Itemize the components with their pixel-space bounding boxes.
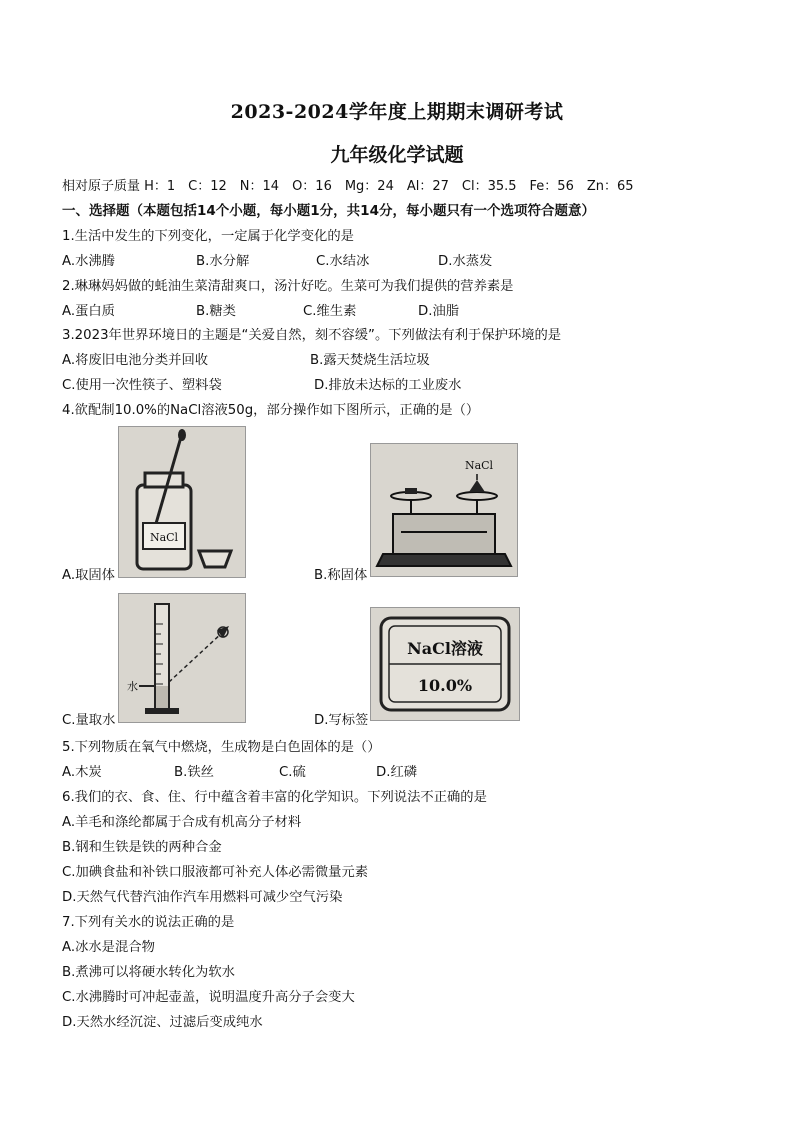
q2-option-a: A.蛋白质 (62, 304, 115, 319)
figure-weigh-solid (370, 443, 518, 577)
question-3-stem: 3.2023年世界环境日的主题是“关爱自然，刻不容缓”。下列做法有利于保护环境的是 (62, 328, 562, 343)
q3-option-a: A.将废旧电池分类并回收 (62, 353, 209, 368)
question-6-stem: 6.我们的衣、食、住、行中蕴含着丰富的化学知识。下列说法不正确的是 (62, 790, 487, 805)
q5-option-d: D.红磷 (376, 765, 418, 780)
q3-option-c: C.使用一次性筷子、塑料袋 (62, 378, 222, 393)
q1-option-a: A.水沸腾 (62, 254, 115, 269)
q1-option-d: D.水蒸发 (438, 254, 493, 269)
q4-option-d: D.写标签 (314, 713, 369, 728)
exam-subtitle: 九年级化学试题 (330, 144, 464, 166)
tag-line-1: NaCl溶液 (407, 639, 483, 658)
q3-option-b: B.露天焚烧生活垃圾 (310, 353, 430, 368)
exam-title: 2023-2024学年度上期期末调研考试 (230, 101, 564, 123)
section-title: 一、选择题（本题包括14个小题，每小题1分，共14分，每小题只有一个选项符合题意） (62, 203, 595, 219)
q6-option-d: D.天然气代替汽油作汽车用燃料可减少空气污染 (62, 890, 343, 905)
bottle-label: NaCl (149, 531, 179, 544)
question-2-stem: 2.琳琳妈妈做的蚝油生菜清甜爽口，汤汁好吃。生菜可为我们提供的营养素是 (62, 279, 514, 294)
figure-take-solid (118, 426, 246, 578)
q2-option-d: D.油脂 (418, 304, 460, 319)
q3-option-d: D.排放未达标的工业废水 (314, 378, 462, 393)
q2-option-b: B.糖类 (196, 304, 236, 319)
q5-option-b: B.铁丝 (174, 765, 214, 780)
figure-measure-water (118, 593, 246, 723)
q1-option-b: B.水分解 (196, 254, 250, 269)
q6-option-b: B.钢和生铁是铁的两种合金 (62, 840, 222, 855)
q5-option-c: C.硫 (279, 765, 306, 780)
question-4-stem: 4.欲配制10.0%的NaCl溶液50g，部分操作如下图所示，正确的是（） (62, 403, 480, 418)
tag-line-2: 10.0% (417, 676, 473, 695)
q2-option-c: C.维生素 (303, 304, 357, 319)
q6-option-a: A.羊毛和涤纶都属于合成有机高分子材料 (62, 815, 302, 830)
q7-option-c: C.水沸腾时可冲起壶盖，说明温度升高分子会变大 (62, 990, 355, 1005)
q6-option-c: C.加碘食盐和补铁口服液都可补充人体必需微量元素 (62, 865, 369, 880)
q7-option-b: B.煮沸可以将硬水转化为软水 (62, 965, 235, 980)
q4-option-c: C.量取水 (62, 713, 116, 728)
q7-option-a: A.冰水是混合物 (62, 940, 155, 955)
q1-option-c: C.水结冰 (316, 254, 370, 269)
q4-option-a: A.取固体 (62, 568, 115, 583)
water-label: 水 (127, 680, 138, 693)
q5-option-a: A.木炭 (62, 765, 102, 780)
balance-label: NaCl (464, 459, 494, 472)
question-5-stem: 5.下列物质在氧气中燃烧，生成物是白色固体的是（） (62, 740, 381, 755)
atomic-mass-line: 相对原子质量 H：1 C：12 N：14 O：16 Mg：24 Al：27 Cl：35.5 Fe：56 Zn：65 (62, 179, 634, 194)
figure-write-label (370, 607, 520, 721)
question-7-stem: 7.下列有关水的说法正确的是 (62, 915, 235, 930)
question-1-stem: 1.生活中发生的下列变化，一定属于化学变化的是 (62, 229, 354, 244)
q4-option-b: B.称固体 (314, 568, 368, 583)
q7-option-d: D.天然水经沉淀、过滤后变成纯水 (62, 1015, 263, 1030)
